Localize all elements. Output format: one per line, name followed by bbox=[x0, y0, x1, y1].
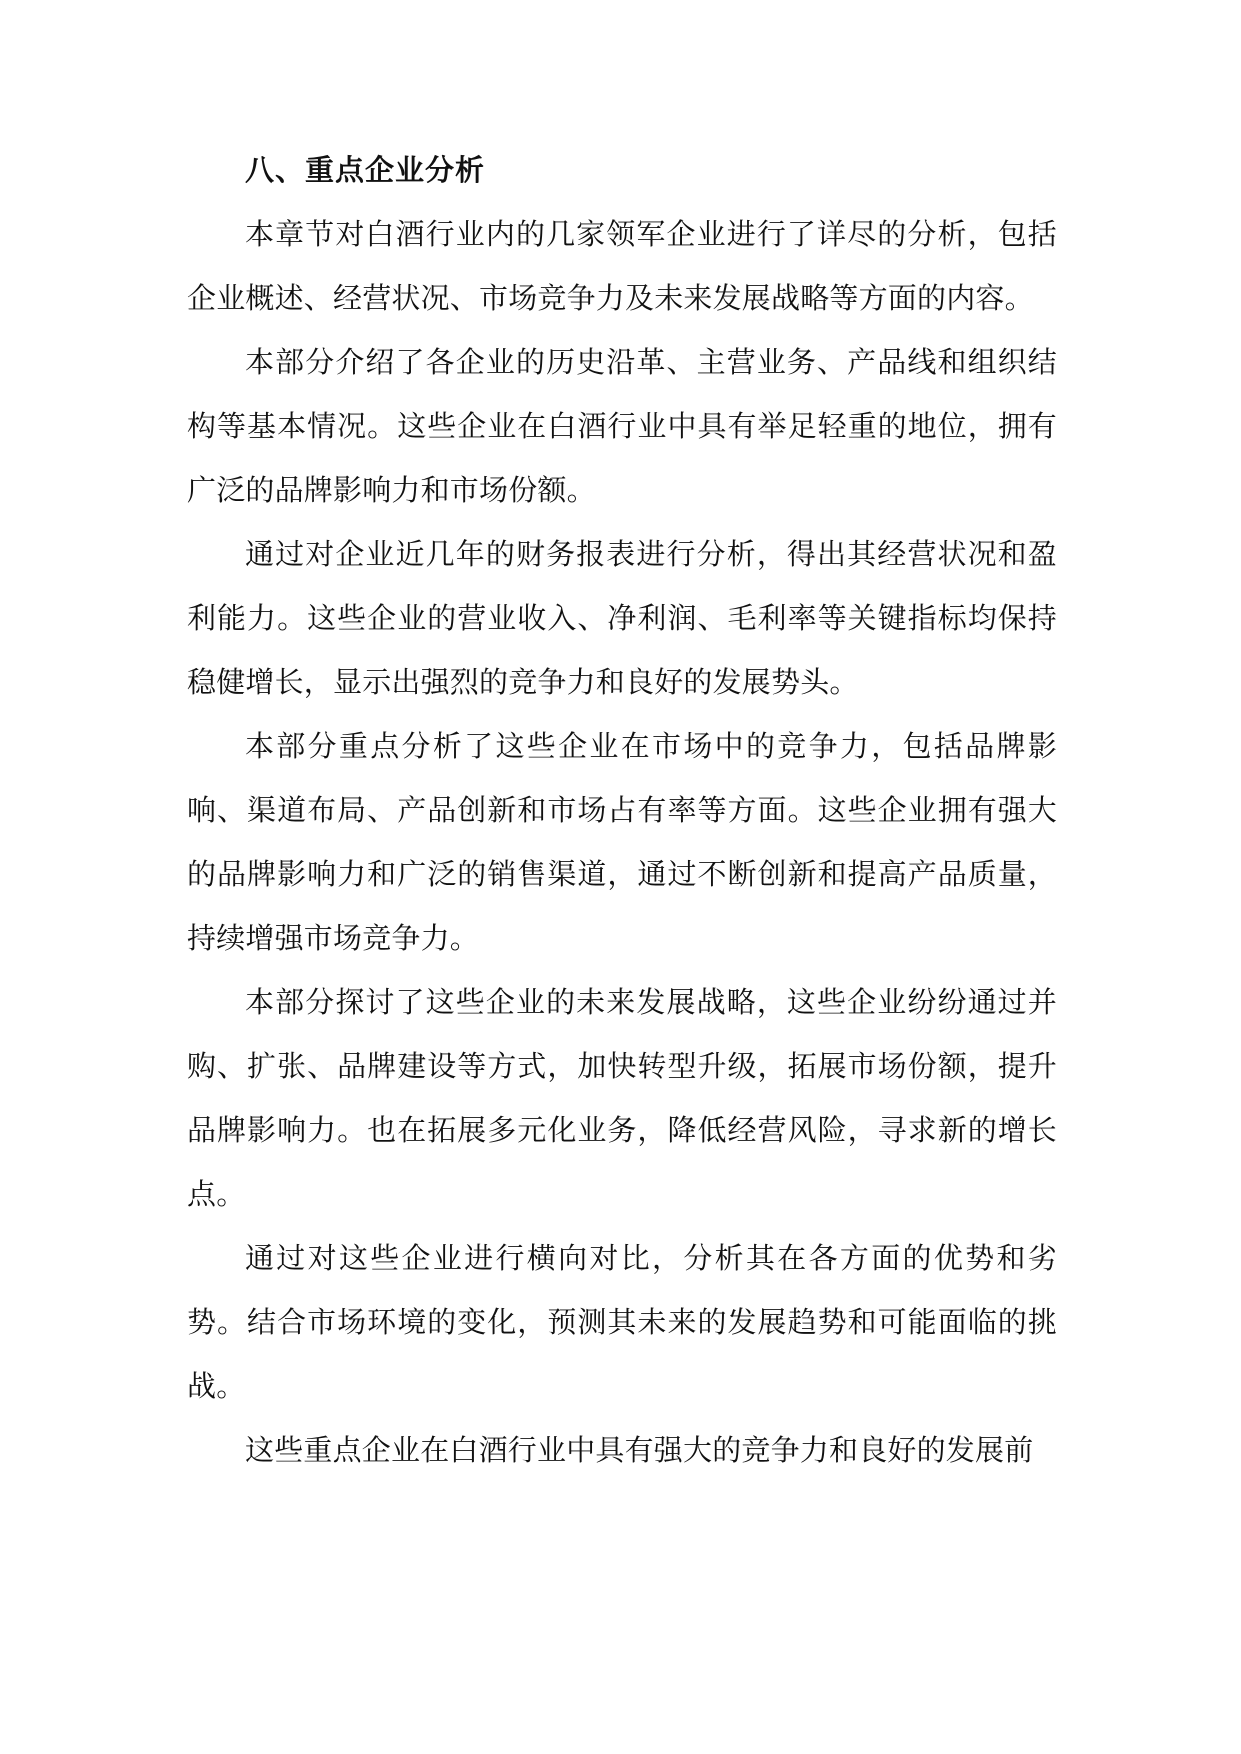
paragraph: 这些重点企业在白酒行业中具有强大的竞争力和良好的发展前 bbox=[245, 1433, 1034, 1467]
paragraph: 通过对这些企业进行横向对比，分析其在各方面的优势和劣势。结合市场环境的变化，预测其未来的发展趋势和可能面临的挑战。 bbox=[187, 1241, 1057, 1403]
section-heading: 八、重点企业分析 bbox=[245, 153, 486, 187]
paragraph: 本部分探讨了这些企业的未来发展战略，这些企业纷纷通过并购、扩张、品牌建设等方式，加快转型升级，拓展市场份额，提升品牌影响力。也在拓展多元化业务，降低经营风险，寻求新的增长点。 bbox=[187, 985, 1057, 1211]
paragraph: 本部分介绍了各企业的历史沿革、主营业务、产品线和组织结构等基本情况。这些企业在白酒行业中具有举足轻重的地位，拥有广泛的品牌影响力和市场份额。 bbox=[187, 345, 1057, 507]
paragraph: 本部分重点分析了这些企业在市场中的竞争力，包括品牌影响、渠道布局、产品创新和市场占有率等方面。这些企业拥有强大的品牌影响力和广泛的销售渠道，通过不断创新和提高产品质量，持续增强市场竞争力。 bbox=[187, 729, 1057, 955]
paragraph: 本章节对白酒行业内的几家领军企业进行了详尽的分析，包括企业概述、经营状况、市场竞争力及未来发展战略等方面的内容。 bbox=[187, 217, 1057, 315]
paragraph: 通过对企业近几年的财务报表进行分析，得出其经营状况和盈利能力。这些企业的营业收入、净利润、毛利率等关键指标均保持稳健增长，显示出强烈的竞争力和良好的发展势头。 bbox=[187, 537, 1057, 699]
document-body bbox=[187, 138, 1057, 1482]
